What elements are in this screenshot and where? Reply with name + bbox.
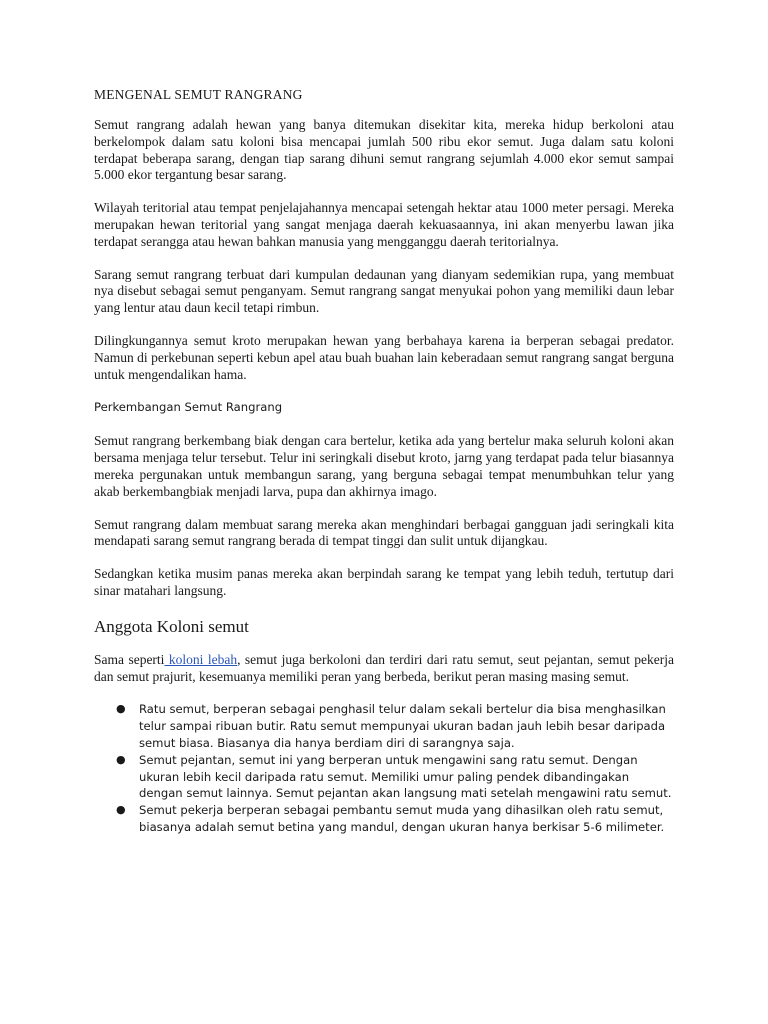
document-content <box>94 86 674 836</box>
paragraph: Semut rangrang dalam membuat sarang mereka akan menghindari berbagai gangguan jadi seringkali kita mendapati sarang semut rangrang berada di tempat tinggi dan sulit untuk dijangkau. <box>94 516 674 549</box>
paragraph: Dilingkungannya semut kroto merupakan hewan yang berbahaya karena ia berperan sebagai predator. Namun di perkebunan seperti kebun apel atau buah buahan lain keberadaan semut rangrang sangat berguna untuk mengendalikan hama. <box>94 332 674 382</box>
intro-paragraph <box>94 652 674 686</box>
paragraph: Sedangkan ketika musim panas mereka akan berpindah sarang ke tempat yang lebih teduh, tertutup dari sinar matahari langsung. <box>94 566 674 598</box>
section-subheading: Perkembangan Semut Rangrang <box>94 400 283 415</box>
intro-text-before: Sama seperti <box>94 651 165 667</box>
paragraph: Semut rangrang adalah hewan yang banya ditemukan disekitar kita, mereka hidup berkoloni atau berkelompok dalam satu koloni bisa mencapai jumlah 500 ribu ekor semut. Juga dalam satu koloni terdapat beberapa sarang, dengan tiap sarang dihuni semut rangrang sejumlah 4.000 ekor semut sampai 5.000 ekor tergantung besar sarang. <box>94 117 674 183</box>
bullet-icon: ● <box>116 803 126 817</box>
intro-text-after: , semut juga berkoloni dan terdiri dari ratu semut, seut pejantan, semut pekerja dan semut prajurit, kesemuanya memiliki peran yang berbeda, berikut peran masing masing semut. <box>94 651 674 684</box>
bullet-list <box>94 701 674 835</box>
list-item-text: Ratu semut, berperan sebagai penghasil telur dalam sekali bertelur dia bisa menghasilkan telur sampai ribuan butir. Ratu semut mempunyai ukuran badan jauh lebih besar daripada semut biasa. Biasanya dia hanya berdiam diri di sarangnya saja. <box>139 702 666 750</box>
koloni-lebah-link[interactable]: koloni lebah <box>164 651 238 667</box>
bullet-icon: ● <box>116 752 126 766</box>
document-title: MENGENAL SEMUT RANGRANG <box>94 87 303 102</box>
list-item <box>116 752 674 802</box>
section-heading: Anggota Koloni semut <box>94 616 249 636</box>
list-item-text: Semut pekerja berperan sebagai pembantu semut muda yang dihasilkan oleh ratu semut, biasanya adalah semut betina yang mandul, dengan ukuran hanya berkisar 5-6 milimeter. <box>139 803 665 834</box>
paragraph: Semut rangrang berkembang biak dengan cara bertelur, ketika ada yang bertelur maka seluruh koloni akan bersama menjaga telur tersebut. Telur ini seringkali disebut kroto, jarng yang terdapat pada telur biasannya mereka pergunakan untuk membangun sarang, yang berguna sebagai tempat menumbuhkan telur yang akab berkembangbiak menjadi larva, pupa dan akhirnya imago. <box>94 433 674 499</box>
list-item-text: Semut pejantan, semut ini yang berperan untuk mengawini sang ratu semut. Dengan ukuran lebih kecil daripada ratu semut. Memiliki umur paling pendek dibandingakan dengan semut lainnya. Semut pejantan akan langsung mati setelah mengawini ratu semut. <box>139 752 672 801</box>
list-item <box>116 701 674 751</box>
list-item <box>116 802 674 836</box>
paragraph: Sarang semut rangrang terbuat dari kumpulan dedaunan yang dianyam sedemikian rupa, yang membuat nya disebut sebagai semut penganyam. Semut rangrang sangat menyukai pohon yang memiliki daun lebar yang lentur atau daun kecil tetapi rimbun. <box>94 266 674 316</box>
bullet-icon: ● <box>116 702 126 716</box>
paragraph: Wilayah teritorial atau tempat penjelajahannya mencapai setengah hektar atau 1000 meter persagi. Mereka merupakan hewan teritorial yang sangat menjaga daerah kekuasaannya, ini akan menyerbu lawan jika terdapat serangga atau hewan bahkan manusia yang mengganggu daerah teritorialnya. <box>94 200 674 249</box>
